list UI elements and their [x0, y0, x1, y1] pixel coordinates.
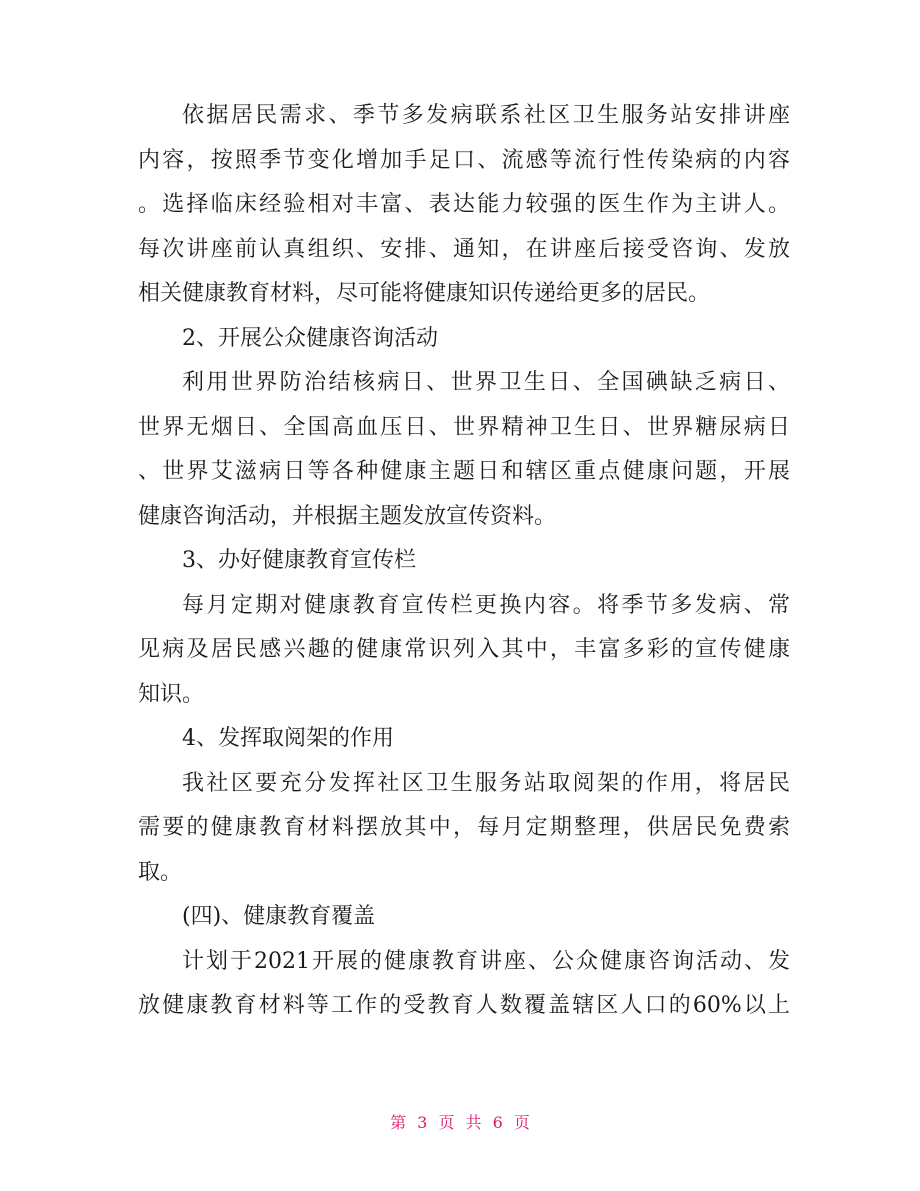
paragraph-line: 健康咨询活动，并根据主题发放宣传资料。: [138, 503, 557, 529]
section-heading: 4、发挥取阅架的作用: [182, 726, 394, 751]
paragraph-line: 。选择临床经验相对丰富、表达能力较强的医生作为主讲人。: [138, 192, 790, 217]
paragraph-line: 取。: [138, 859, 183, 885]
paragraph-line: 、世界艾滋病日等各种健康主题日和辖区重点健康问题，开展: [138, 459, 790, 484]
page-number-footer: 第 3 页 共 6 页: [390, 1113, 530, 1132]
paragraph-line: 依据居民需求、季节多发病联系社区卫生服务站安排讲座: [182, 103, 790, 128]
section-heading: 2、开展公众健康咨询活动: [182, 325, 438, 351]
paragraph-line: 计划于2021开展的健康教育讲座、公众健康咨询活动、发: [182, 948, 790, 974]
paragraph-line: 每月定期对健康教育宣传栏更换内容。将季节多发病、常: [182, 592, 790, 618]
paragraph-line: 放健康教育材料等工作的受教育人数覆盖辖区人口的60%以上: [138, 993, 790, 1018]
paragraph-line: 知识。: [138, 681, 205, 707]
paragraph-line: 需要的健康教育材料摆放其中，每月定期整理，供居民免费索: [138, 815, 790, 840]
paragraph-line: 相关健康教育材料，尽可能将健康知识传递给更多的居民。: [138, 281, 711, 306]
paragraph-line: 利用世界防治结核病日、世界卫生日、全国碘缺乏病日、: [182, 370, 790, 395]
section-heading: 3、办好健康教育宣传栏: [182, 548, 416, 573]
paragraph-line: 世界无烟日、全国高血压日、世界精神卫生日、世界糖尿病日: [138, 414, 790, 440]
paragraph-line: 内容，按照季节变化增加手足口、流感等流行性传染病的内容: [138, 147, 790, 173]
paragraph-line: 我社区要充分发挥社区卫生服务站取阅架的作用，将居民: [182, 770, 790, 796]
section-heading: (四)、健康教育覆盖: [182, 904, 376, 929]
document-body: [138, 102, 790, 1037]
paragraph-line: 每次讲座前认真组织、安排、通知，在讲座后接受咨询、发放: [138, 236, 790, 262]
paragraph-line: 见病及居民感兴趣的健康常识列入其中，丰富多彩的宣传健康: [138, 637, 790, 662]
